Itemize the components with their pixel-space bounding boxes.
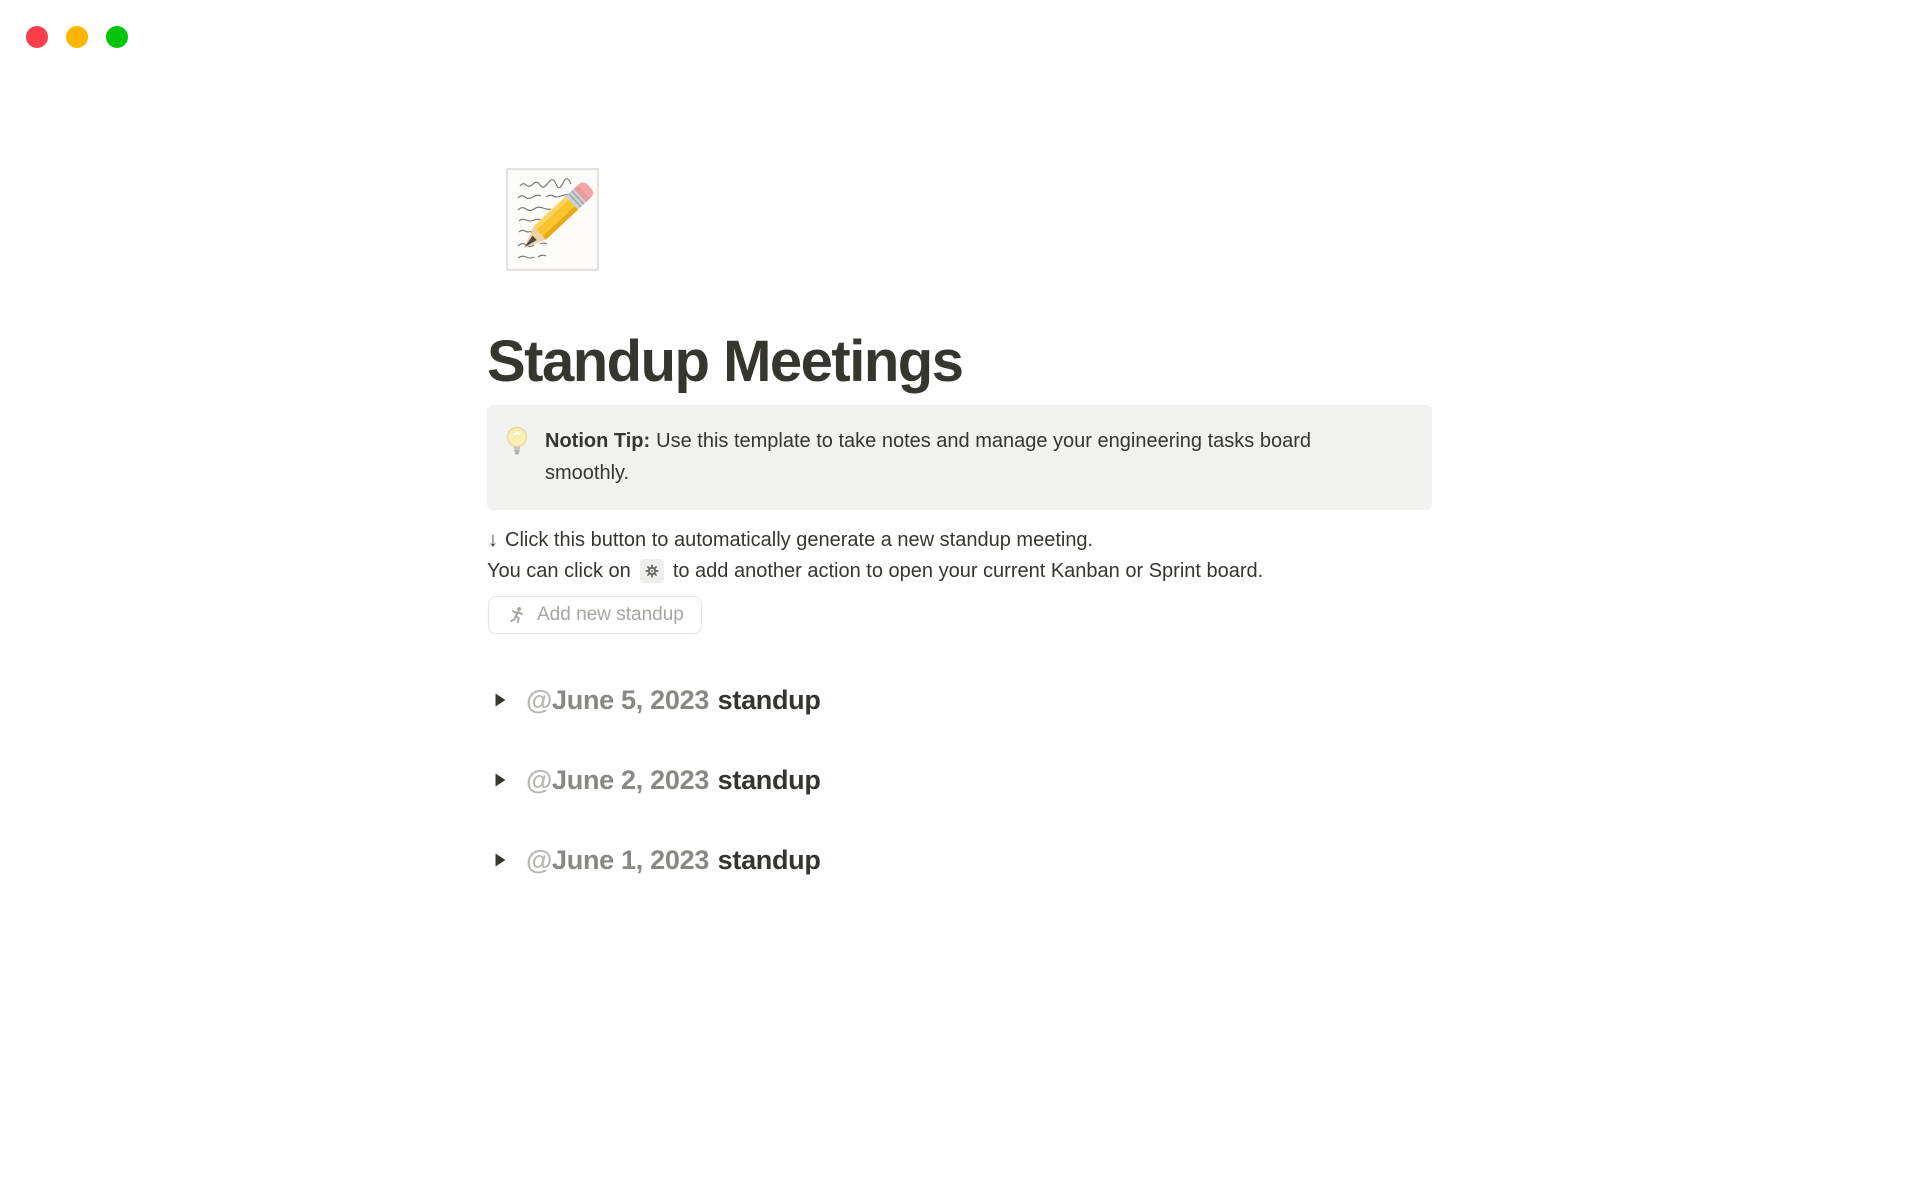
light-bulb-icon — [504, 426, 530, 456]
person-running-icon — [506, 605, 527, 626]
instruction-line-1-text: Click this button to automatically generate a new standup meeting. — [505, 529, 1094, 551]
minimize-button[interactable] — [66, 26, 88, 48]
standup-toggle-row — [487, 758, 821, 802]
down-arrow-icon: ↓ — [488, 529, 498, 551]
gear-chip[interactable] — [640, 559, 664, 583]
close-button[interactable] — [26, 26, 48, 48]
zoom-button[interactable] — [106, 26, 128, 48]
instruction-line-1 — [488, 526, 1093, 554]
toggle-caret-icon[interactable] — [487, 687, 513, 713]
mention-at-sign: @ — [526, 684, 553, 715]
mention-date[interactable]: June 1, 2023 — [552, 844, 710, 875]
standup-toggle-row — [487, 838, 821, 882]
page-title: Standup Meetings — [487, 329, 963, 394]
instruction-line-2 — [487, 556, 1263, 586]
standup-word: standup — [717, 764, 821, 795]
window-controls — [26, 26, 128, 48]
callout-text — [545, 425, 1380, 489]
standup-toggle-title[interactable] — [526, 845, 821, 876]
instruction-line-2-after: to add another action to open your current Kanban or Sprint board. — [672, 560, 1264, 582]
mention-at-sign: @ — [526, 764, 553, 795]
standup-word: standup — [717, 844, 821, 875]
add-new-standup-button[interactable] — [488, 596, 702, 634]
add-new-standup-label: Add new standup — [537, 604, 684, 625]
gear-icon — [645, 564, 659, 578]
memo-icon — [500, 164, 610, 276]
instruction-line-2-before: You can click on — [487, 560, 631, 582]
standup-toggle-title[interactable] — [526, 765, 821, 796]
standup-word: standup — [717, 684, 821, 715]
mention-at-sign: @ — [526, 844, 553, 875]
callout-bold-label: Notion Tip: — [545, 430, 651, 452]
callout-body: Use this template to take notes and manage your engineering tasks board smoothly. — [545, 430, 1311, 484]
notion-tip-callout — [487, 405, 1432, 510]
mention-date[interactable]: June 5, 2023 — [552, 684, 710, 715]
toggle-caret-icon[interactable] — [487, 767, 513, 793]
toggle-caret-icon[interactable] — [487, 847, 513, 873]
page-icon-memo[interactable] — [500, 164, 610, 276]
standup-toggle-row — [487, 678, 821, 722]
standup-toggle-title[interactable] — [526, 685, 821, 716]
mention-date[interactable]: June 2, 2023 — [552, 764, 710, 795]
